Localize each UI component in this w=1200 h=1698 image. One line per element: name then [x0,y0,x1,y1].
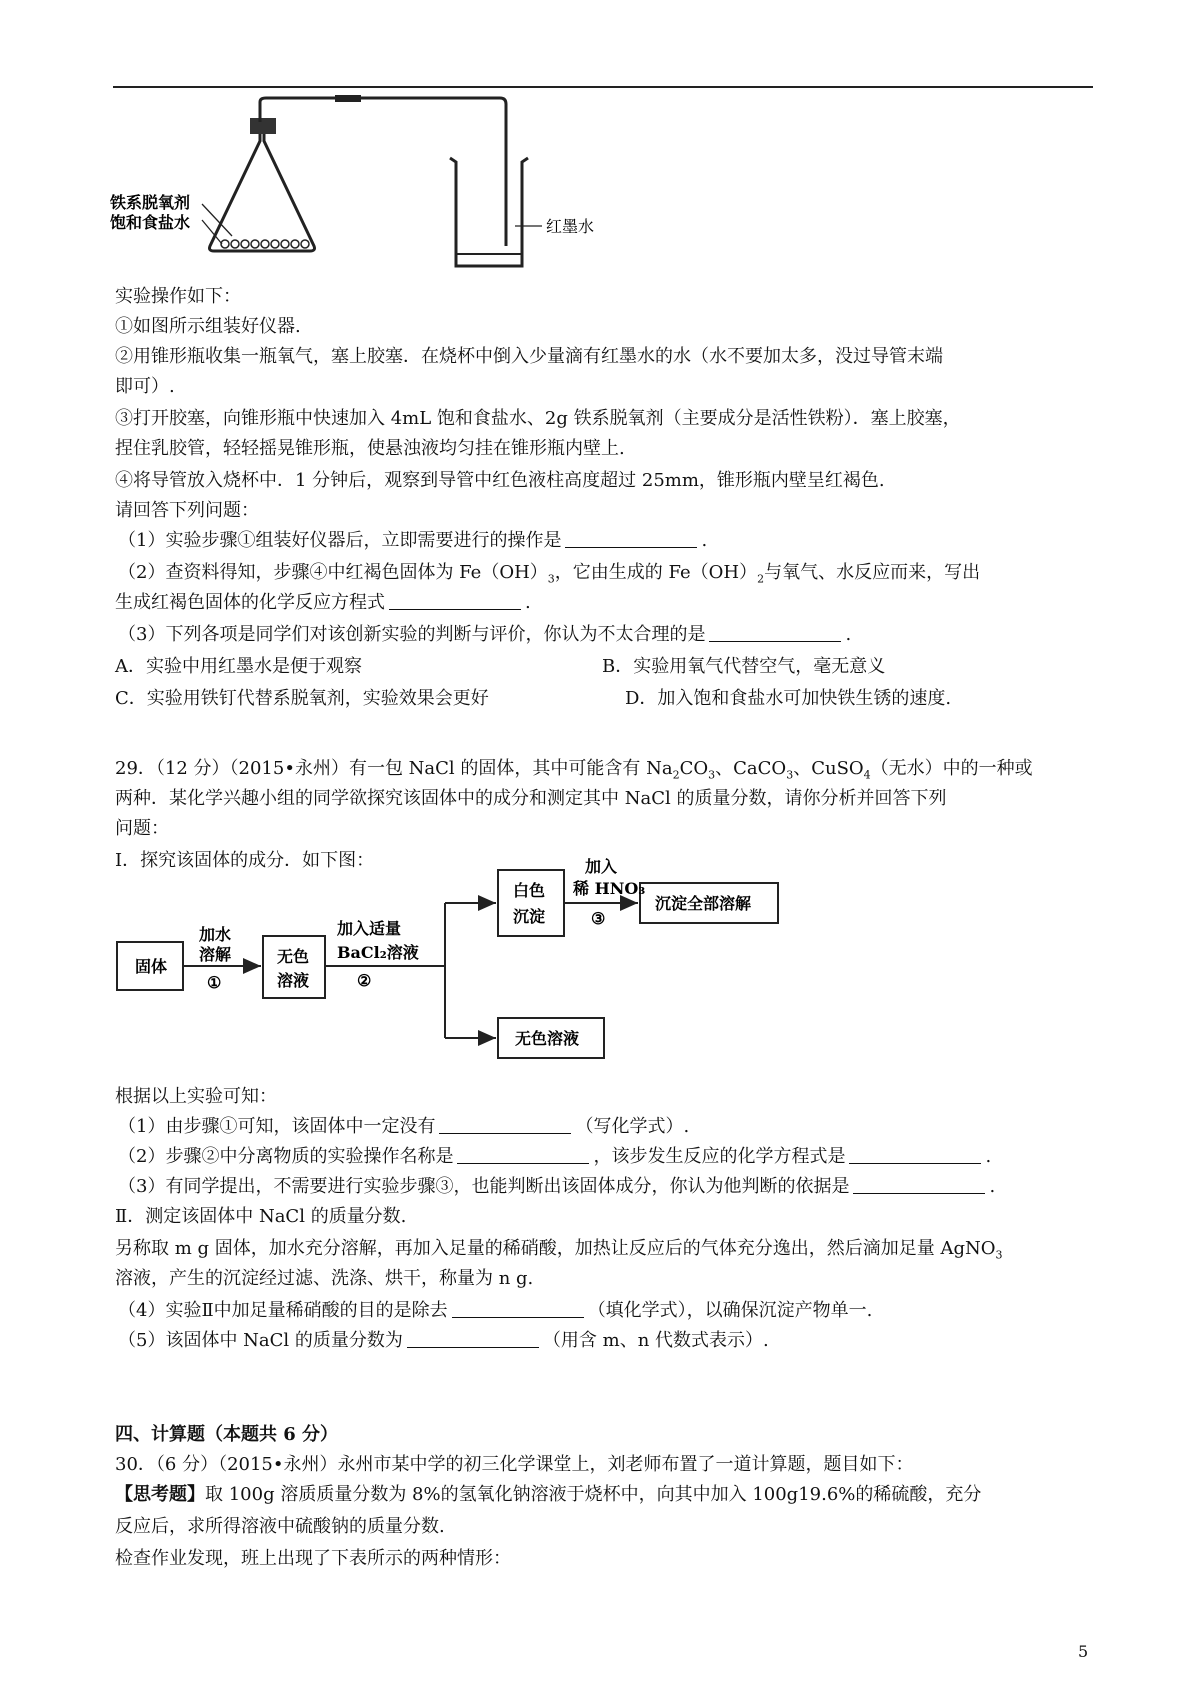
text-arrow2-top: 加入适量 [337,919,402,938]
q30-line4: 检查作业发现，班上出现了下表所示的两种情形： [115,1548,511,1569]
answer-blank[interactable] [565,529,697,548]
q28-sub2b: 生成红褐色固体的化学反应方程式 . [115,592,531,613]
q29-line1: 29．（12 分）（2015•永州）有一包 NaCl 的固体，其中可能含有 $Na_2CO_3$、CaCO$_3$、CuSO$_4$（无水）中的一种或 [115,758,1033,782]
text-arrow1-mid: 溶解 [199,945,232,964]
answer-blank[interactable] [709,623,841,642]
q29-part2: Ⅱ．测定该固体中 NaCl 的质量分数. [115,1206,407,1227]
option-d: D．加入饱和食盐水可加快铁生锈的速度. [625,688,952,709]
answer-blank[interactable] [853,1175,985,1194]
option-c: C．实验用铁钉代替系脱氧剂，实验效果会更好 [115,688,489,709]
text-arrow3-num: ③ [591,909,606,928]
answer-blank[interactable] [849,1145,981,1164]
text-arrow2-num: ② [357,971,372,990]
text-arrow1-top: 加水 [199,925,232,944]
q29-p2b: 溶液，产生的沉淀经过滤、洗涤、烘干，称量为 n g. [115,1268,534,1289]
q30-line3: 反应后，求所得溶液中硫酸钠的质量分数. [115,1516,445,1537]
label-red-ink: 红墨水 [546,217,595,236]
q30-line2: 【思考题】取 100g 溶质质量分数为 8%的氢氧化钠溶液于烧杯中，向其中加入 100g19.6%的稀硫酸，充分 [115,1484,982,1505]
q28-step3a: ③打开胶塞，向锥形瓶中快速加入 4mL 饱和食盐水、2g 铁系脱氧剂（主要成分是活性铁粉）．塞上胶塞， [115,408,961,429]
text-arrow3-top: 加入 [585,857,618,876]
text-colorless2: 无色溶液 [515,1029,580,1048]
q28-step2b: 即可）. [115,376,175,397]
text-colorless1-a: 无色 [277,947,310,966]
text-arrow3-mid: 稀 HNO₃ [573,879,646,898]
text-white-b: 沉淀 [513,907,546,926]
label-deoxidizer: 铁系脱氧剂 [110,193,191,212]
option-a: A．实验中用红墨水是便于观察 [115,656,362,677]
q28-step2a: ②用锥形瓶收集一瓶氧气，塞上胶塞．在烧杯中倒入少量滴有红墨水的水（水不要加太多，没过导管末端 [115,346,943,367]
apparatus-figure [110,96,610,276]
text-white-a: 白色 [513,881,546,900]
answer-blank[interactable] [407,1329,539,1348]
label-brine: 饱和食盐水 [110,213,191,232]
q29-line3: 问题： [115,818,169,839]
q29-p2a: 另称取 m g 固体，加水充分溶解，再加入足量的稀硝酸，加热让反应后的气体充分逸出，然后滴加足量 AgNO$_3$ [115,1238,1003,1262]
answer-blank[interactable] [439,1115,571,1134]
section-heading: 四、计算题（本题共 6 分） [115,1424,339,1445]
page-number: 5 [1078,1642,1089,1661]
q28-intro: 实验操作如下： [115,286,241,307]
option-b: B．实验用氧气代替空气，毫无意义 [602,656,886,677]
answer-blank[interactable] [457,1145,589,1164]
answer-blank[interactable] [452,1299,584,1318]
q28-ask: 请回答下列问题： [115,500,259,521]
q29-s5: （5）该固体中 NaCl 的质量分数为 （用含 m、n 代数式表示）. [118,1330,769,1351]
q29-s4: （4）实验Ⅱ中加足量稀硝酸的目的是除去 （填化学式），以确保沉淀产物单一. [118,1300,873,1321]
q29-s2: （2）步骤②中分离物质的实验操作名称是 ，该步发生反应的化学方程式是 . [118,1146,992,1167]
answer-blank[interactable] [389,591,521,610]
text-arrow1-num: ① [207,973,222,992]
text-solid: 固体 [135,957,168,976]
q29-line2: 两种．某化学兴趣小组的同学欲探究该固体中的成分和测定其中 NaCl 的质量分数，请你分析并回答下列 [115,788,947,809]
q28-step1: ①如图所示组装好仪器. [115,316,301,337]
q28-step3b: 捏住乳胶管，轻轻摇晃锥形瓶，使悬浊液均匀挂在锥形瓶内壁上. [115,438,625,459]
q29-part1: Ⅰ．探究该固体的成分．如下图： [115,850,375,871]
q29-s3: （3）有同学提出，不需要进行实验步骤③，也能判断出该固体成分，你认为他判断的依据是 . [118,1176,996,1197]
q28-sub1: （1）实验步骤①组装好仪器后，立即需要进行的操作是 . [118,530,708,551]
text-dissolve: 沉淀全部溶解 [655,894,752,913]
think-tag: 【思考题】 [115,1484,205,1505]
text-arrow2-mid: BaCl₂溶液 [337,943,419,962]
q30-line1: 30．（6 分）（2015•永州）永州市某中学的初三化学课堂上，刘老师布置了一道计算题，题目如下： [115,1454,914,1475]
q29-infer: 根据以上实验可知： [115,1086,277,1107]
q28-step4: ④将导管放入烧杯中．1 分钟后，观察到导管中红色液柱高度超过 25mm，锥形瓶内壁呈红褐色. [115,470,885,491]
q28-sub3: （3）下列各项是同学们对该创新实验的判断与评价，你认为不太合理的是 . [118,624,852,645]
header-rule [113,86,1093,88]
text-colorless1-b: 溶液 [277,971,310,990]
q29-s1: （1）由步骤①可知，该固体中一定没有 （写化学式）. [118,1116,690,1137]
q28-sub2a: （2）查资料得知，步骤④中红褐色固体为 $Fe(OH)_3$，它由生成的 $Fe(OH)_2$与氧气、水反应而来，写出 [118,562,981,586]
box-white-precip [498,870,564,936]
